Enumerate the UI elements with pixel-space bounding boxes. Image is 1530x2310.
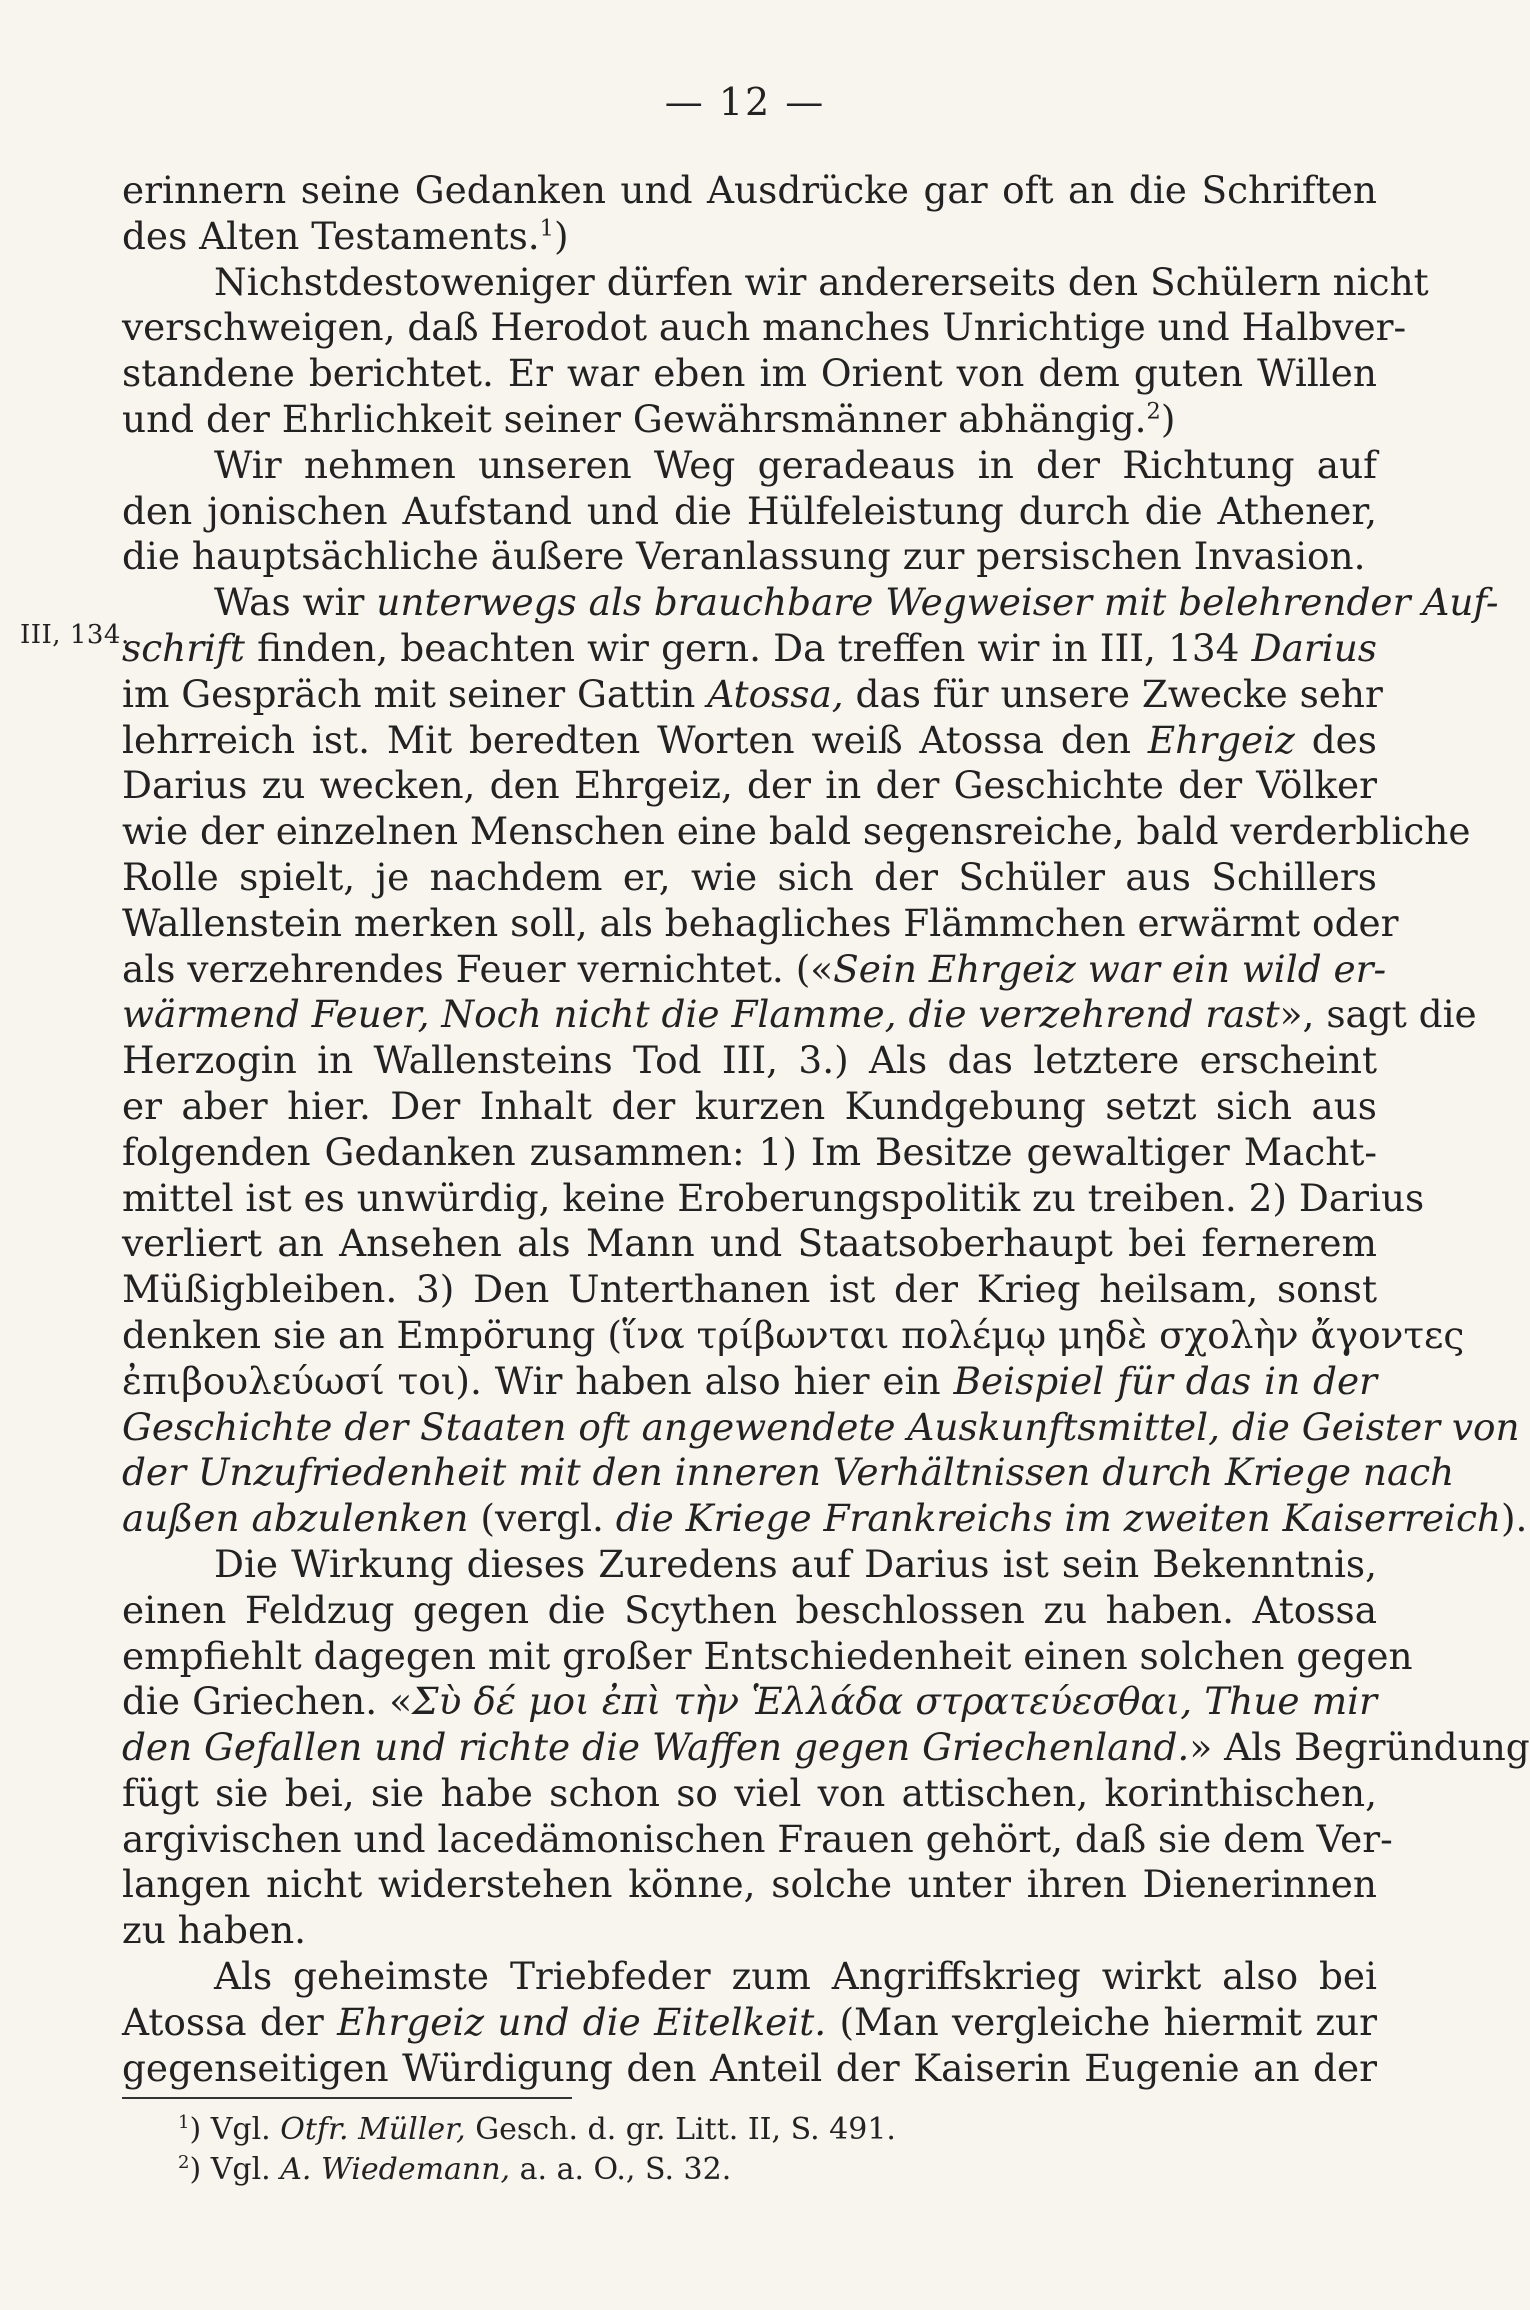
text-line: Wir nehmen unseren Weg geradeaus in der Richtung auf <box>214 442 1377 487</box>
text-line: den jonischen Aufstand und die Hülfeleistung durch die Athener, <box>122 488 1377 533</box>
text-line: die hauptsächliche äußere Veranlassung zur persischen Invasion. <box>122 534 1366 579</box>
text-line: fügt sie bei, sie habe schon so viel von attischen, korinthischen, <box>122 1770 1377 1815</box>
text-line: mittel ist es unwürdig, keine Eroberungspolitik zu treiben. 2) Darius <box>122 1175 1425 1220</box>
text-line: als verzehrendes Feuer vernichtet. («Sein Ehrgeiz war ein wild er- <box>122 946 1387 991</box>
text-line: Wallenstein merken soll, als behagliches Flämmchen erwärmt oder <box>122 900 1399 945</box>
footnote-rule <box>122 2097 572 2099</box>
text-line: Nichstdestoweniger dürfen wir andererseits den Schülern nicht <box>214 259 1429 304</box>
text-line: denken sie an Empörung (ἵνα τρίβωνται πολέμῳ μηδὲ σχολὴν ἄγοντες <box>122 1312 1465 1357</box>
text-line: wie der einzelnen Menschen eine bald segensreiche, bald verderbliche <box>122 809 1471 854</box>
text-line: den Gefallen und richte die Waffen gegen Griechenland.» Als Begründung <box>122 1725 1530 1770</box>
text-line: empfiehlt dagegen mit großer Entschiedenheit einen solchen gegen <box>122 1633 1413 1678</box>
text-line: ἐπιβουλεύωσί τοι). Wir haben also hier ein Beispiel für das in der <box>122 1358 1377 1403</box>
text-line: Atossa der Ehrgeiz und die Eitelkeit. (Man vergleiche hiermit zur <box>122 1999 1377 2044</box>
text-line: verschweigen, daß Herodot auch manches Unrichtige und Halbver- <box>122 305 1407 350</box>
footnote-ref: 1 <box>539 215 554 242</box>
text-line: lehrreich ist. Mit beredten Worten weiß Atossa den Ehrgeiz des <box>122 717 1377 762</box>
text-line: argivischen und lacedämonischen Frauen gehört, daß sie dem Ver- <box>122 1816 1393 1861</box>
footnote-1: $^1$) Vgl. Otfr. Müller, Gesch. d. gr. Litt. II, S. 491. <box>178 2112 896 2147</box>
text-line: Müßigbleiben. 3) Den Unterthanen ist der Krieg heilsam, sonst <box>122 1267 1377 1312</box>
text-line: im Gespräch mit seiner Gattin Atossa, das für unsere Zwecke sehr <box>122 671 1383 716</box>
text-line: und der Ehrlichkeit seiner Gewährsmänner abhängig.$^2$) <box>122 396 1176 441</box>
text-line: Als geheimste Triebfeder zum Angriffskrieg wirkt also bei <box>214 1954 1377 1999</box>
text-line: Rolle spielt, je nachdem er, wie sich der Schüler aus Schillers <box>122 854 1377 899</box>
page-number: — 12 — <box>664 80 826 124</box>
text-line: Was wir unterwegs als brauchbare Wegweiser mit belehrender Auf- <box>214 580 1499 625</box>
text-line: die Griechen. «Σὺ δέ μοι ἐπὶ τὴν Ἑλλάδα στρατεύεσθαι, Thue mir <box>122 1679 1377 1724</box>
text-line: verliert an Ansehen als Mann und Staatsoberhaupt bei fernerem <box>122 1221 1377 1266</box>
text-line: einen Feldzug gegen die Scythen beschlossen zu haben. Atossa <box>122 1587 1377 1632</box>
text-line: gegenseitigen Würdigung den Anteil der Kaiserin Eugenie an der <box>122 2045 1377 2090</box>
footnote-2: $^2$) Vgl. A. Wiedemann, a. a. O., S. 32. <box>178 2152 732 2187</box>
text-line: wärmend Feuer, Noch nicht die Flamme, die verzehrend rast», sagt die <box>122 992 1477 1037</box>
text-line: des Alten Testaments.$^1$) <box>122 213 569 258</box>
text-line: schrift finden, beachten wir gern. Da treffen wir in III, 134 Darius <box>122 625 1377 670</box>
footnote-ref: 2 <box>1146 398 1161 425</box>
text-line: Herzogin in Wallensteins Tod III, 3.) Als das letztere erscheint <box>122 1038 1377 1083</box>
text-line: außen abzulenken (vergl. die Kriege Frankreichs im zweiten Kaiserreich). <box>122 1496 1528 1541</box>
text-line: zu haben. <box>122 1908 307 1953</box>
text-line: er aber hier. Der Inhalt der kurzen Kundgebung setzt sich aus <box>122 1083 1377 1128</box>
text-line: Darius zu wecken, den Ehrgeiz, der in der Geschichte der Völker <box>122 763 1377 808</box>
text-line: langen nicht widerstehen könne, solche unter ihren Dienerinnen <box>122 1862 1377 1907</box>
text-line: der Unzufriedenheit mit den inneren Verhältnissen durch Kriege nach <box>122 1450 1455 1495</box>
body-text <box>122 168 1530 2091</box>
text-line: erinnern seine Gedanken und Ausdrücke gar oft an die Schriften <box>122 168 1377 212</box>
text-line: standene berichtet. Er war eben im Orient von dem guten Willen <box>122 351 1377 396</box>
text-line: Die Wirkung dieses Zuredens auf Darius ist sein Bekenntnis, <box>214 1541 1377 1586</box>
margin-note: III, 134. <box>20 620 130 650</box>
text-line: Geschichte der Staaten oft angewendete Auskunftsmittel, die Geister von <box>122 1404 1520 1449</box>
text-line: folgenden Gedanken zusammen: 1) Im Besitze gewaltiger Macht- <box>122 1129 1377 1174</box>
